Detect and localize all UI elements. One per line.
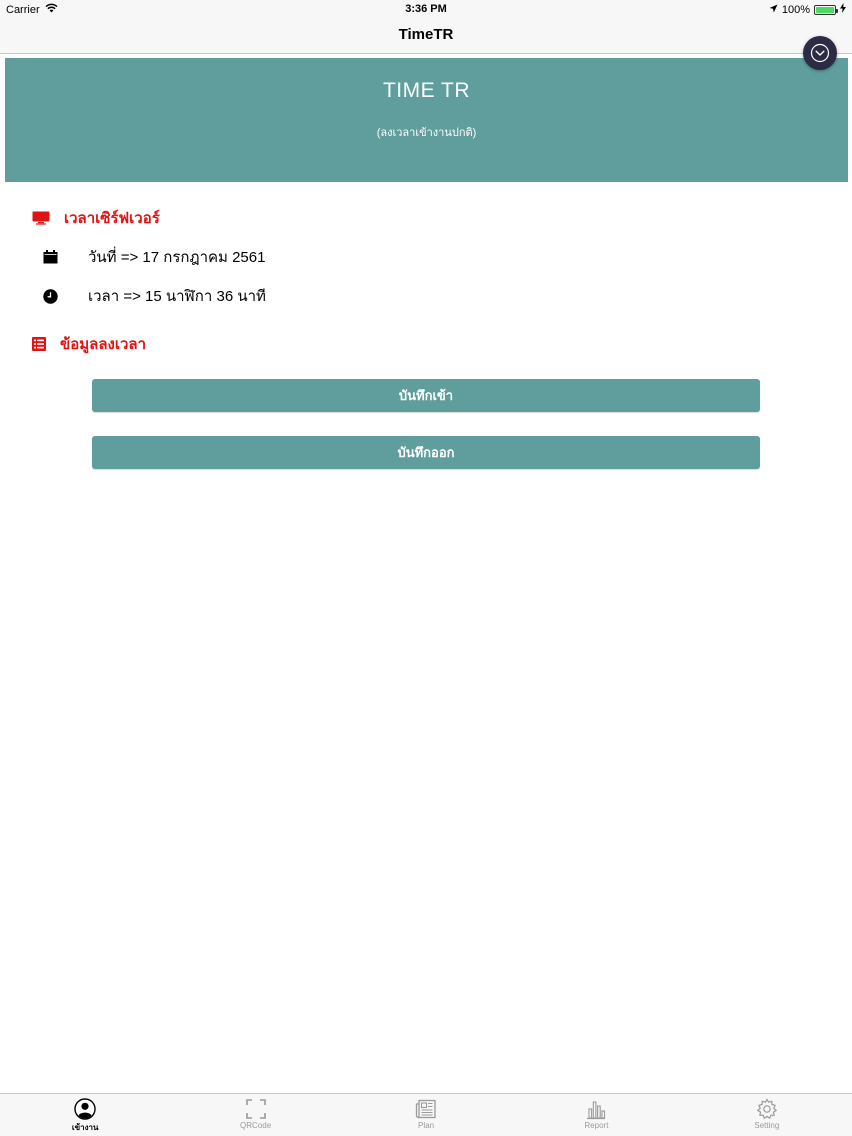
bar-chart-icon bbox=[585, 1098, 607, 1120]
battery-percent: 100% bbox=[781, 3, 810, 16]
tab-label: Plan bbox=[418, 1121, 435, 1130]
location-arrow-icon bbox=[769, 4, 778, 16]
list-icon bbox=[32, 337, 46, 351]
newspaper-icon bbox=[415, 1098, 437, 1120]
status-time: 3:36 PM bbox=[405, 3, 447, 15]
charging-bolt-icon bbox=[840, 3, 846, 16]
nav-title: TimeTR bbox=[398, 26, 454, 43]
qr-scan-icon bbox=[245, 1098, 267, 1120]
battery-icon bbox=[814, 5, 836, 15]
server-time-heading-text: เวลาเซิร์ฟเวอร์ bbox=[64, 210, 160, 227]
date-text: วันที่ => 17 กรกฎาคม 2561 bbox=[88, 249, 266, 266]
time-text: เวลา => 15 นาฬิกา 36 นาที bbox=[88, 288, 266, 305]
banner-subtitle: (ลงเวลาเข้างานปกติ) bbox=[376, 127, 477, 139]
tab-setting[interactable] bbox=[682, 1094, 852, 1136]
battery-fill bbox=[816, 7, 834, 13]
check-in-button[interactable]: บันทึกเข้า bbox=[92, 379, 760, 412]
tab-qrcode[interactable] bbox=[170, 1094, 340, 1136]
tab-label: QRCode bbox=[240, 1121, 272, 1130]
tab-report[interactable] bbox=[511, 1094, 681, 1136]
check-out-button[interactable]: บันทึกออก bbox=[92, 436, 760, 469]
clock-icon bbox=[42, 289, 58, 304]
date-row bbox=[42, 245, 265, 269]
person-icon bbox=[74, 1098, 96, 1120]
status-bar bbox=[0, 0, 852, 18]
monitor-icon bbox=[32, 211, 50, 225]
navigation-bar bbox=[0, 18, 852, 54]
tab-bar bbox=[0, 1093, 852, 1136]
tab-check-in[interactable] bbox=[0, 1094, 170, 1136]
collapse-toggle-button[interactable] bbox=[803, 36, 837, 70]
tab-plan[interactable] bbox=[341, 1094, 511, 1136]
tab-label: เข้างาน bbox=[71, 1123, 99, 1132]
carrier-label: Carrier bbox=[6, 3, 40, 16]
calendar-icon bbox=[42, 250, 58, 264]
gear-icon bbox=[756, 1098, 778, 1120]
record-heading bbox=[32, 332, 146, 356]
time-row bbox=[42, 284, 266, 308]
record-heading-text: ข้อมูลลงเวลา bbox=[60, 336, 147, 353]
status-right bbox=[769, 3, 846, 16]
banner-title: TIME TR bbox=[382, 79, 471, 102]
server-time-heading bbox=[32, 206, 160, 230]
chevron-down-circle-icon bbox=[810, 43, 830, 63]
header-banner bbox=[5, 58, 848, 182]
tab-label: Report bbox=[584, 1121, 609, 1130]
tab-label: Setting bbox=[754, 1121, 780, 1130]
